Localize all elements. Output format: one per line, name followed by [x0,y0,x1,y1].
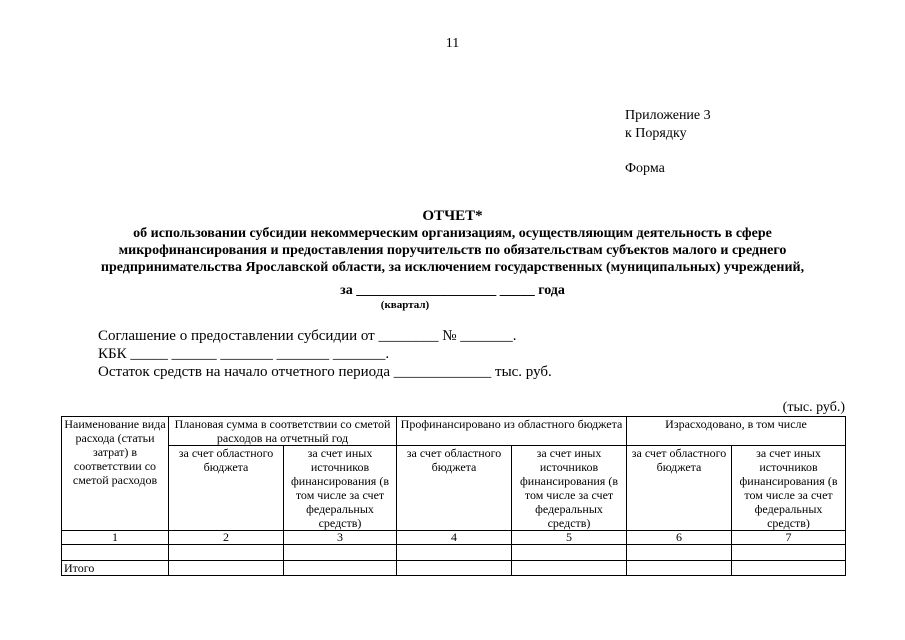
table-cell [284,545,397,561]
table-subheader-row [62,446,846,531]
agreement-line: Соглашение о предоставлении субсидии от ________ № _______. [98,328,517,344]
report-subtitle [60,225,845,276]
table-cell [169,561,284,576]
kbk-line: КБК _____ ______ _______ _______ _______. [98,346,390,362]
column-subheader: за счет иных источников финансирования (в том числе за счет федеральных средств) [284,446,397,531]
table-cell [732,561,846,576]
column-number: 3 [284,531,397,545]
info-block [98,327,552,381]
subtitle-line: об использовании субсидии некоммерческим организациям, осуществляющим деятельность в сфере [133,226,772,241]
period-hint: (квартал) [380,299,430,311]
column-number: 2 [169,531,284,545]
table-cell [512,545,627,561]
table-cell [169,545,284,561]
column-number: 7 [732,531,846,545]
table-cell [62,545,169,561]
column-subheader: за счет областного бюджета [397,446,512,531]
column-number: 1 [62,531,169,545]
column-number: 6 [627,531,732,545]
report-title: ОТЧЕТ* [422,208,483,224]
appendix-line: Приложение 3 [625,108,711,123]
column-number-row [62,531,846,545]
column-header: Наименование вида расхода (статьи затрат) в соответствии со сметой расходов [62,417,169,531]
table-cell [397,545,512,561]
column-group-header: Профинансировано из областного бюджета [397,417,627,446]
report-table [61,416,846,576]
appendix-block [625,107,711,143]
column-subheader: за счет областного бюджета [627,446,732,531]
total-row [62,561,846,576]
column-number: 5 [512,531,627,545]
form-label: Форма [625,161,665,176]
table-cell [732,545,846,561]
page-number: 11 [445,36,460,51]
column-subheader: за счет иных источников финансирования (в том числе за счет федеральных средств) [512,446,627,531]
total-label: Итого [62,561,169,576]
table-header-row [62,417,846,446]
subtitle-line: микрофинансирования и предоставления поручительств по обязательствам субъектов малого и среднего [118,243,787,258]
column-group-header: Плановая сумма в соответствии со сметой расходов на отчетный год [169,417,397,446]
column-number: 4 [397,531,512,545]
column-group-header: Израсходовано, в том числе [627,417,846,446]
appendix-line: к Порядку [625,126,687,141]
column-subheader: за счет иных источников финансирования (в том числе за счет федеральных средств) [732,446,846,531]
table-cell [627,545,732,561]
table-row [62,545,846,561]
column-subheader: за счет областного бюджета [169,446,284,531]
table-cell [397,561,512,576]
table-cell [627,561,732,576]
units-label: (тыс. руб.) [782,400,845,415]
period-line: за ____________________ _____ года [340,283,565,298]
subtitle-line: предпринимательства Ярославской области, за исключением государственных (муниципальных) учреждений, [100,260,805,275]
table-cell [512,561,627,576]
balance-line: Остаток средств на начало отчетного периода _____________ тыс. руб. [98,364,552,380]
table-cell [284,561,397,576]
